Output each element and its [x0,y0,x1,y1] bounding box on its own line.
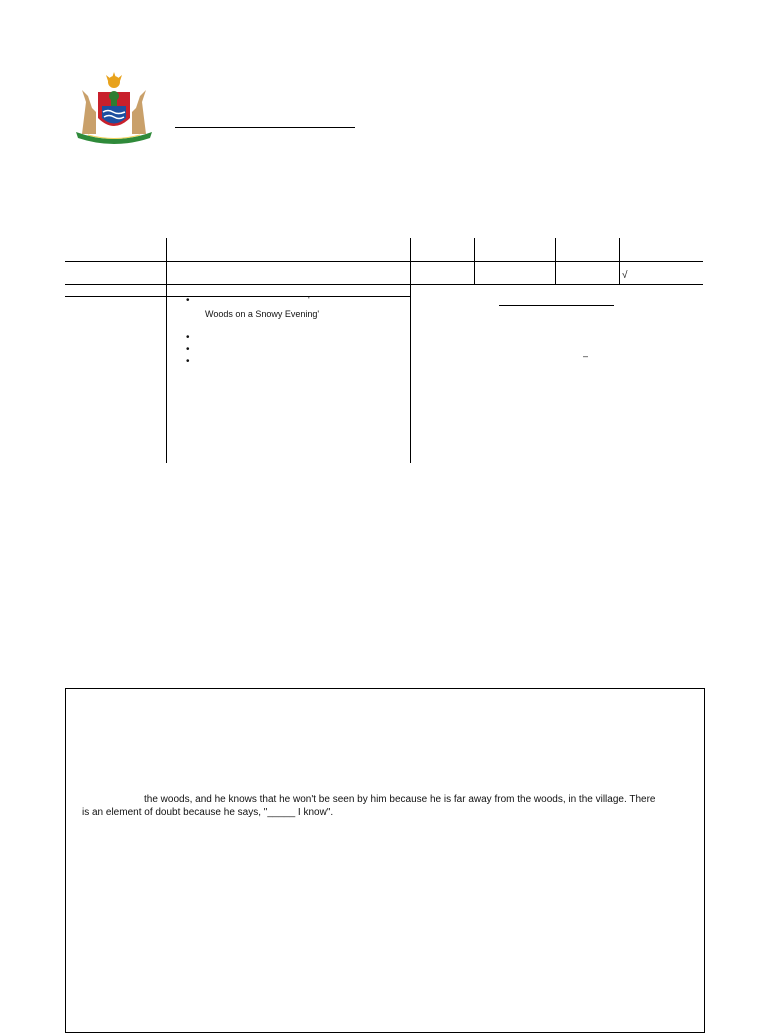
table-row-divider [65,261,703,262]
bullet-icon: • [186,295,190,306]
table-col-divider [410,238,411,463]
answer-box [65,688,705,1033]
answer-line-1: the woods, and he knows that he won't be seen by him because he is far away from the woods, in the village. There [144,794,656,805]
bullet-icon: • [186,344,190,355]
bullet-text: ' [308,295,310,305]
table-col-divider [474,238,475,284]
title-underline [175,127,355,128]
answer-text [82,793,696,819]
bullet-text: Woods on a Snowy Evening' [205,309,320,319]
table-row-divider [65,296,410,297]
table-row-divider [65,284,703,285]
table-col-divider [166,238,167,463]
heading-underline [499,305,614,306]
table-col-divider [555,238,556,284]
check-mark: √ [622,270,628,281]
coat-of-arms-logo [70,72,158,144]
bullet-icon: • [186,332,190,343]
dash-mark: – [583,351,589,361]
bullet-icon: • [186,356,190,367]
table-col-divider [619,238,620,284]
answer-line-2: is an element of doubt because he says, "_____ I know". [82,807,334,818]
